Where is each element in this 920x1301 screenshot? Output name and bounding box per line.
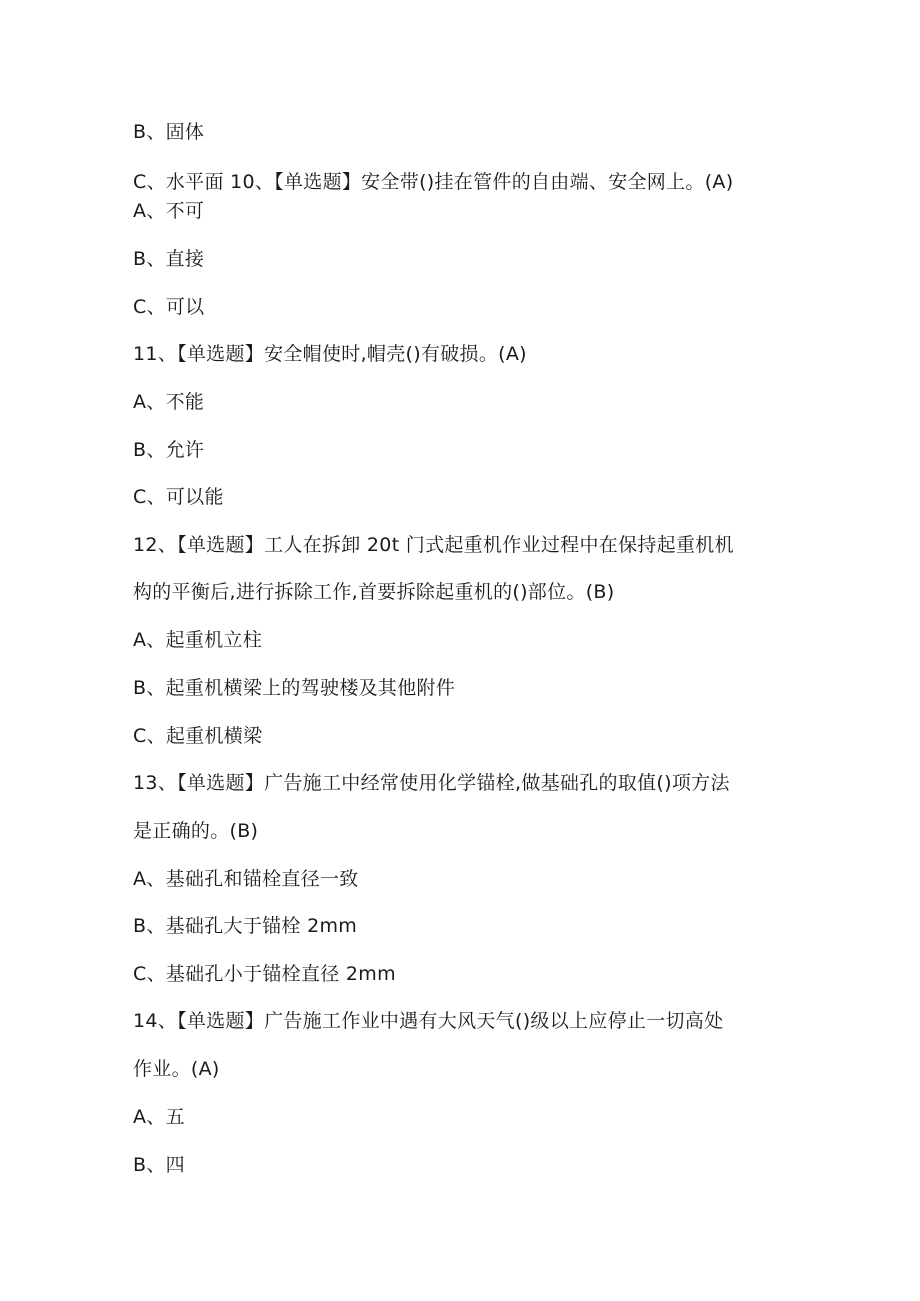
question-14: 14、【单选题】广告施工作业中遇有大风天气()级以上应停止一切高处 xyxy=(133,1010,724,1032)
option-a-line: A、基础孔和锚栓直径一致 xyxy=(133,868,359,890)
option-c-question-line: C、水平面 10、【单选题】安全带()挂在管件的自由端、安全网上。(A) xyxy=(133,171,734,193)
option-a-line: A、不可 xyxy=(133,200,205,222)
question-13-cont: 是正确的。(B) xyxy=(133,820,259,842)
question-11: 11、【单选题】安全帽使时,帽壳()有破损。(A) xyxy=(133,343,527,365)
option-b-line: B、固体 xyxy=(133,121,205,143)
option-a-line: A、五 xyxy=(133,1106,185,1128)
question-14-cont: 作业。(A) xyxy=(133,1058,220,1080)
option-b-line: B、起重机横梁上的驾驶楼及其他附件 xyxy=(133,677,456,699)
option-c-line: C、可以能 xyxy=(133,486,224,508)
option-b-line: B、直接 xyxy=(133,248,205,270)
question-12-cont: 构的平衡后,进行拆除工作,首要拆除起重机的()部位。(B) xyxy=(133,581,615,603)
option-b-line: B、基础孔大于锚栓 2mm xyxy=(133,915,358,937)
option-c-line: C、起重机横梁 xyxy=(133,725,263,747)
option-c-line: C、基础孔小于锚栓直径 2mm xyxy=(133,963,396,985)
question-12: 12、【单选题】工人在拆卸 20t 门式起重机作业过程中在保持起重机机 xyxy=(133,534,734,556)
question-13: 13、【单选题】广告施工中经常使用化学锚栓,做基础孔的取值()项方法 xyxy=(133,772,730,794)
option-b-line: B、四 xyxy=(133,1154,185,1176)
option-a-line: A、起重机立柱 xyxy=(133,629,263,651)
option-a-line: A、不能 xyxy=(133,391,205,413)
option-b-line: B、允许 xyxy=(133,439,205,461)
option-c-line: C、可以 xyxy=(133,296,205,318)
